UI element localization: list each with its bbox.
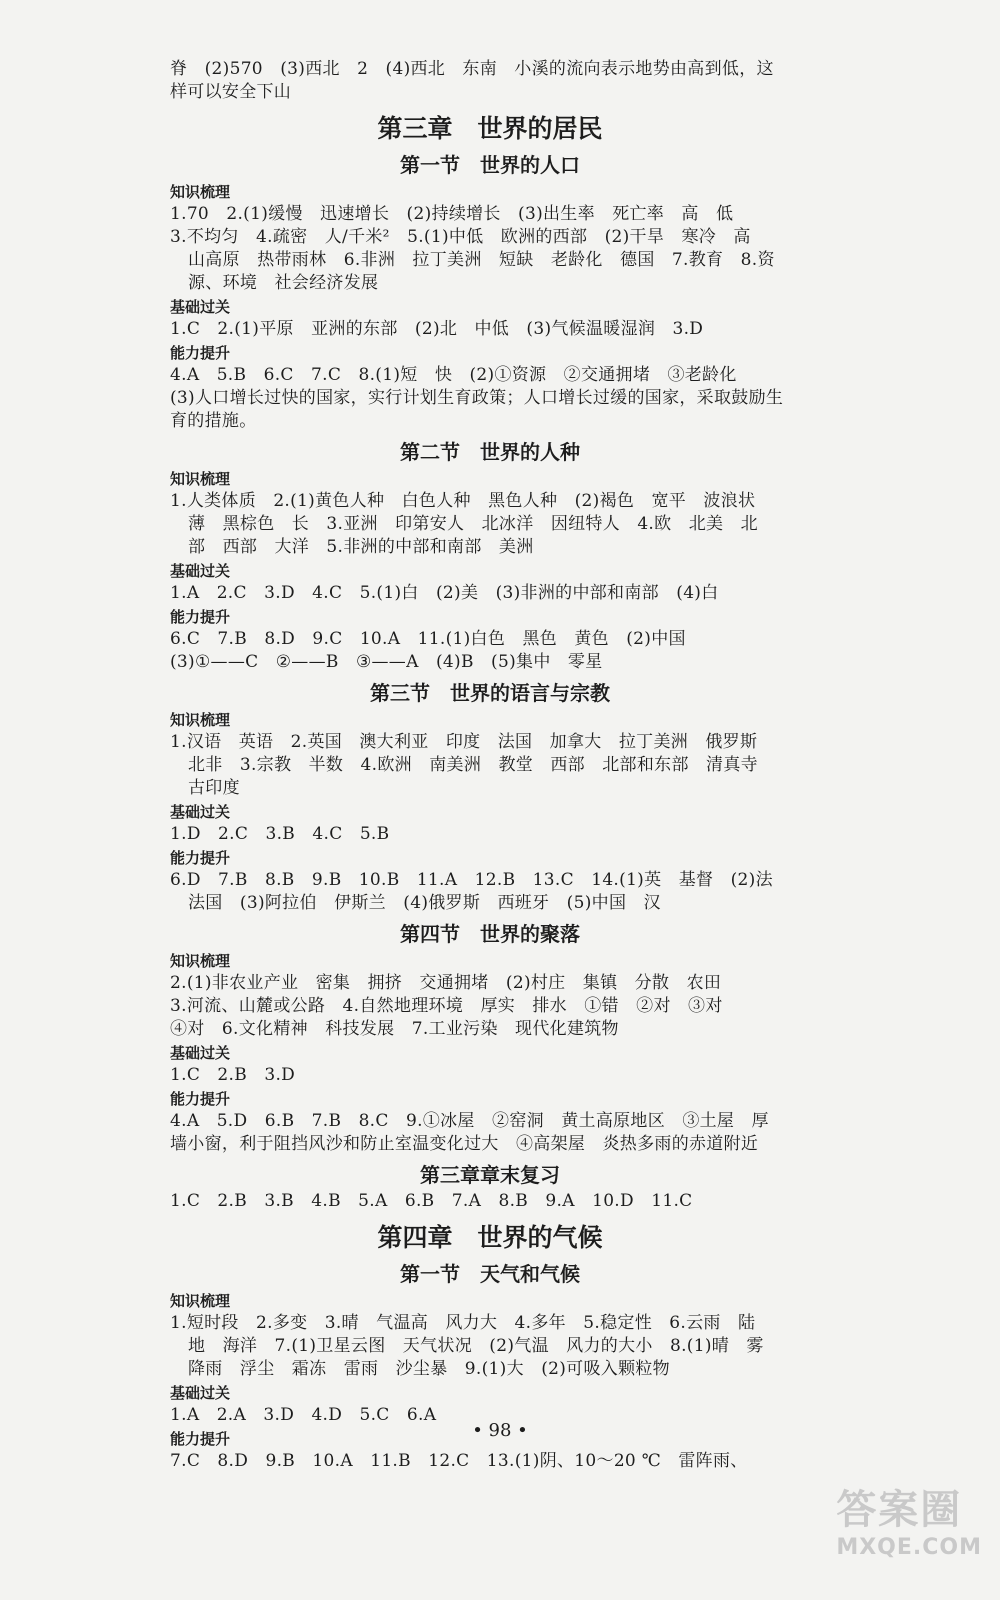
text-line: 古印度 <box>188 778 240 798</box>
text-line: 1.D 2.C 3.B 4.C 5.B <box>170 824 390 844</box>
text-line: 6.D 7.B 8.B 9.B 10.B 11.A 12.B 13.C 14.(1)英 基督 (2)法 <box>170 870 773 890</box>
subheading: 基础过关 <box>170 298 231 316</box>
text-line: 3.不均匀 4.疏密 人/千米² 5.(1)中低 欧洲的西部 (2)干旱 寒冷 高 <box>170 227 751 247</box>
section-title: 第一节 天气和气候 <box>400 1262 580 1286</box>
text-line: 1.A 2.C 3.D 4.C 5.(1)白 (2)美 (3)非洲的中部和南部 (4)白 <box>170 583 719 603</box>
section-title: 第三章章末复习 <box>420 1163 560 1187</box>
subheading: 能力提升 <box>170 849 231 867</box>
subheading: 知识梳理 <box>170 470 231 488</box>
text-line: 源、环境 社会经济发展 <box>188 273 379 293</box>
subheading: 能力提升 <box>170 344 231 362</box>
subheading: 能力提升 <box>170 1090 231 1108</box>
text-line: 7.C 8.D 9.B 10.A 11.B 12.C 13.(1)阴、10～20 ℃ 雷阵雨、 <box>170 1451 748 1471</box>
text-line: ④对 6.文化精神 科技发展 7.工业污染 现代化建筑物 <box>170 1019 619 1039</box>
text-line: 地 海洋 7.(1)卫星云图 天气状况 (2)气温 风力的大小 8.(1)晴 雾 <box>188 1336 764 1356</box>
subheading: 基础过关 <box>170 562 231 580</box>
text-line: 1.C 2.B 3.B 4.B 5.A 6.B 7.A 8.B 9.A 10.D 11.C <box>170 1191 693 1211</box>
subheading: 能力提升 <box>170 1430 231 1448</box>
section-title: 第四节 世界的聚落 <box>400 922 580 946</box>
text-line: 山高原 热带雨林 6.非洲 拉丁美洲 短缺 老龄化 德国 7.教育 8.资 <box>188 250 775 270</box>
text-line: 部 西部 大洋 5.非洲的中部和南部 美洲 <box>188 537 534 557</box>
subheading: 基础过关 <box>170 1044 231 1062</box>
answer-page <box>170 58 810 1473</box>
subheading: 基础过关 <box>170 1384 231 1402</box>
subheading: 基础过关 <box>170 803 231 821</box>
text-line: 1.70 2.(1)缓慢 迅速增长 (2)持续增长 (3)出生率 死亡率 高 低 <box>170 204 734 224</box>
subheading: 知识梳理 <box>170 1292 231 1310</box>
watermark-logo <box>836 1478 982 1560</box>
text-line: 北非 3.宗教 半数 4.欧洲 南美洲 教堂 西部 北部和东部 清真寺 <box>188 755 758 775</box>
text-line: 6.C 7.B 8.D 9.C 10.A 11.(1)白色 黑色 黄色 (2)中国 <box>170 629 686 649</box>
text-line: 1.A 2.A 3.D 4.D 5.C 6.A <box>170 1405 437 1425</box>
subheading: 知识梳理 <box>170 711 231 729</box>
text-line: 1.短时段 2.多变 3.晴 气温高 风力大 4.多年 5.稳定性 6.云雨 陆 <box>170 1313 756 1333</box>
text-line: 法国 (3)阿拉伯 伊斯兰 (4)俄罗斯 西班牙 (5)中国 汉 <box>188 893 661 913</box>
watermark-url: MXQE.COM <box>836 1535 982 1560</box>
section-title: 第一节 世界的人口 <box>400 153 580 177</box>
text-line: 1.人类体质 2.(1)黄色人种 白色人种 黑色人种 (2)褐色 宽平 波浪状 <box>170 491 756 511</box>
chapter-title: 第三章 世界的居民 <box>377 114 603 143</box>
text-line: 1.C 2.B 3.D <box>170 1065 296 1085</box>
text-line: 样可以安全下山 <box>170 82 292 102</box>
text-line: 2.(1)非农业产业 密集 拥挤 交通拥堵 (2)村庄 集镇 分散 农田 <box>170 973 722 993</box>
page-number: • 98 • <box>472 1420 528 1441</box>
text-line: 薄 黑棕色 长 3.亚洲 印第安人 北冰洋 因纽特人 4.欧 北美 北 <box>188 514 758 534</box>
text-line: 降雨 浮尘 霜冻 雷雨 沙尘暴 9.(1)大 (2)可吸入颗粒物 <box>188 1359 670 1379</box>
text-line: (3)人口增长过快的国家，实行计划生育政策；人口增长过缓的国家，采取鼓励生 <box>170 388 784 408</box>
subheading: 知识梳理 <box>170 183 231 201</box>
text-line: 4.A 5.D 6.B 7.B 8.C 9.①冰屋 ②窑洞 黄土高原地区 ③土屋 厚 <box>170 1111 769 1131</box>
text-line: (3)①——C ②——B ③——A (4)B (5)集中 零星 <box>170 652 603 672</box>
subheading: 知识梳理 <box>170 952 231 970</box>
text-line: 育的措施。 <box>170 411 257 431</box>
text-line: 4.A 5.B 6.C 7.C 8.(1)短 快 (2)①资源 ②交通拥堵 ③老龄化 <box>170 365 737 385</box>
text-line: 墙小窗，利于阻挡风沙和防止室温变化过大 ④高架屋 炎热多雨的赤道附近 <box>170 1134 759 1154</box>
subheading: 能力提升 <box>170 608 231 626</box>
section-title: 第二节 世界的人种 <box>400 440 580 464</box>
watermark-text: 答案圈 <box>836 1487 963 1533</box>
text-line: 3.河流、山麓或公路 4.自然地理环境 厚实 排水 ①错 ②对 ③对 <box>170 996 723 1016</box>
chapter-title: 第四章 世界的气候 <box>377 1223 603 1252</box>
section-title: 第三节 世界的语言与宗教 <box>370 681 610 705</box>
text-line: 1.汉语 英语 2.英国 澳大利亚 印度 法国 加拿大 拉丁美洲 俄罗斯 <box>170 732 758 752</box>
text-line: 1.C 2.(1)平原 亚洲的东部 (2)北 中低 (3)气候温暖湿润 3.D <box>170 319 704 339</box>
text-line: 脊 (2)570 (3)西北 2 (4)西北 东南 小溪的流向表示地势由高到低，这 <box>170 59 774 79</box>
